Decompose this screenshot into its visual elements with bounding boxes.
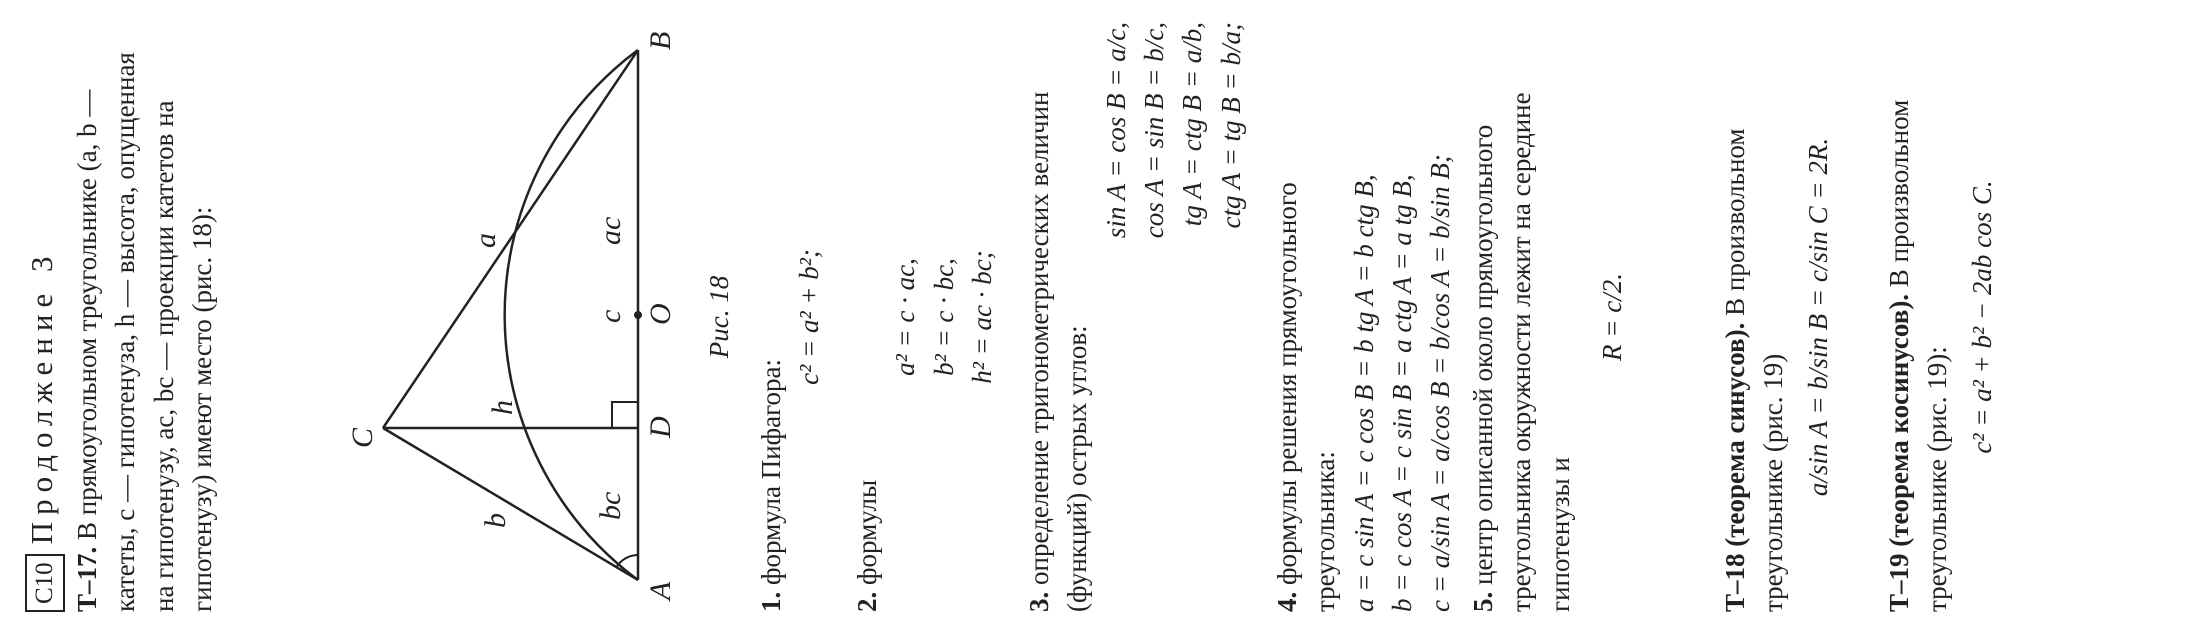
label-a-side: a — [469, 233, 502, 248]
item-5 — [1464, 22, 1631, 612]
label-ac: ac — [594, 216, 627, 245]
figure-caption: Рис. 18 — [704, 275, 734, 359]
formula-sin-a: sin A = cos B = a/c, — [1100, 22, 1131, 239]
formula-side-c: c = a/sin A = a/cos B = b/cos A = b/sin B; — [1425, 154, 1456, 612]
t18-text: В произвольном треугольнике (рис. 19) — [1720, 128, 1789, 612]
t18-number: Т–18 — [1720, 553, 1750, 612]
t19-text: В произвольном треугольнике (рис. 19): — [1884, 99, 1953, 612]
label-b-side: b — [479, 513, 512, 528]
label-b-vertex: B — [644, 31, 677, 50]
formula-side-a: a = c sin A = c cos B = b tg A = b ctg B, — [1348, 174, 1379, 612]
item-2-text: формулы — [852, 479, 882, 585]
t17-text: В прямоугольном треугольнике (a, b — катеты, c — гипотенуза, h — высота, опущенная на гипотенузу, aс, bс — проекции катетов на гипотенузу) имеют место (рис. 18): — [72, 52, 217, 612]
item-5-text: центр описанной около прямоугольного треугольника окружности лежит на середине гипотенузы и — [1468, 92, 1575, 612]
item-4 — [1268, 22, 1460, 612]
item-2-number: 2. — [852, 591, 882, 612]
page-title: Продолжение 3 — [24, 249, 59, 545]
label-h: h — [486, 400, 519, 415]
label-c-side: c — [594, 309, 627, 323]
circumradius-formula: R = c/2. — [1596, 273, 1627, 361]
theorem-t17 — [68, 22, 221, 612]
label-o: O — [644, 303, 677, 325]
law-of-sines-formula: a/sin A = b/sin B = c/sin C = 2R. — [1802, 137, 1833, 497]
figure-18 — [250, 0, 677, 640]
item-3-text: определение тригонометрических величин (функций) острых углов: — [1024, 91, 1093, 612]
theorem-t19 — [1880, 22, 2001, 612]
page-header — [20, 22, 65, 612]
t18-title: (теорема синусов). — [1720, 322, 1750, 547]
formula-side-b: b = c cos A = c sin B = a ctg A = a tg B, — [1386, 174, 1417, 612]
label-c-vertex: C — [346, 427, 379, 448]
item-4-text: формулы решения прямоугольного треугольника: — [1272, 182, 1341, 612]
label-bc: bc — [594, 491, 627, 520]
item-3 — [1020, 22, 1250, 612]
item-1-number: 1. — [756, 591, 786, 612]
t19-number: Т–19 — [1884, 553, 1914, 612]
theorem-t18 — [1716, 22, 1837, 612]
law-of-cosines-formula: c² = a² + b² − 2ab cos C. — [1966, 180, 1997, 454]
label-a-vertex: A — [644, 581, 677, 600]
center-point — [634, 311, 642, 319]
section-label: С10 — [25, 554, 65, 612]
formula-tg-a: tg A = ctg B = a/b, — [1177, 22, 1208, 227]
item-5-number: 5. — [1468, 591, 1498, 612]
item-1 — [752, 22, 829, 612]
item-3-number: 3. — [1024, 591, 1054, 612]
formula-h-squared: h² = aс · bс; — [966, 250, 997, 384]
formula-cos-a: cos A = sin B = b/c, — [1138, 22, 1169, 239]
pythagoras-formula: c² = a² + b²; — [794, 249, 825, 385]
formula-ctg-a: ctg A = tg B = b/a; — [1215, 22, 1246, 229]
t17-number: Т–17. — [72, 546, 102, 612]
item-2 — [848, 22, 1001, 612]
formula-b-squared: b² = c · bс, — [928, 258, 959, 376]
t19-title: (теорема косинусов). — [1884, 293, 1914, 547]
formula-a-squared: a² = c · aс, — [890, 258, 921, 376]
label-d: D — [644, 416, 677, 438]
right-angle-mark — [612, 402, 638, 428]
item-4-number: 4. — [1272, 591, 1302, 612]
item-1-text: формула Пифагора: — [756, 358, 786, 585]
